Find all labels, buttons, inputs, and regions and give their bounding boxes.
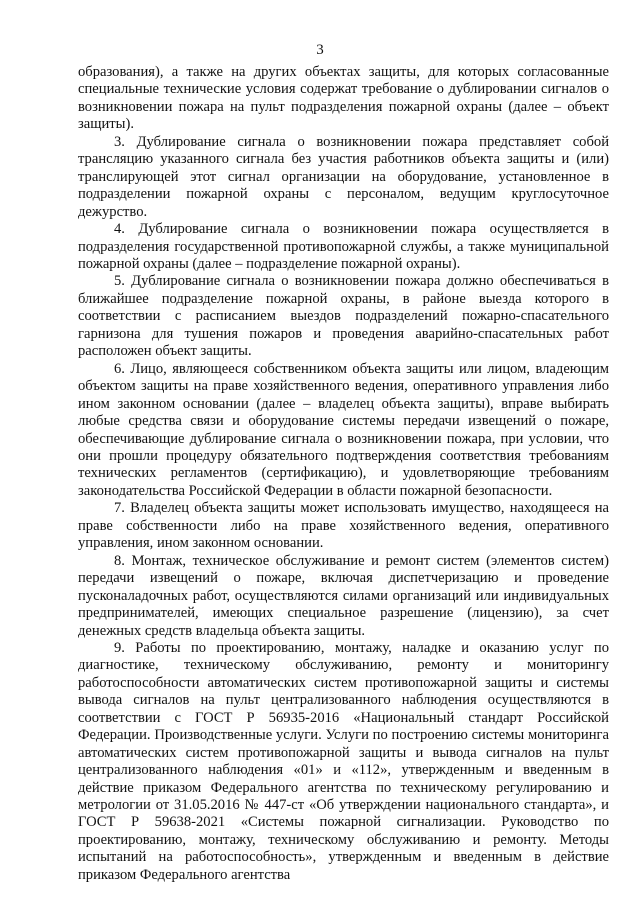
paragraph-9: 9. Работы по проектированию, монтажу, наладке и оказанию услуг по диагностике, техническому обслуживанию, ремонту и мониторингу работоспособности автоматических систем противопожарной защиты и системы вывода сигналов на пульт централизованного наблюдения осуществляются в соответствии с ГОСТ Р 56935-2016 «Национальный стандарт Российской Федерации. Производственные услуги. Услуги по построению системы мониторинга автоматических систем противопожарной защиты и вывода сигналов на пульт централизованного наблюдения «01» и «112», утвержденным и введенным в действие приказом Федерального агентства по техническому регулированию и метрологии от 31.05.2016 № 447-ст «Об утверждении национального стандарта», и ГОСТ Р 59638-2021 «Системы пожарной сигнализации. Руководство по проектированию, монтажу, техническому обслуживанию и ремонту. Методы испытаний на работоспособность», утвержденным и введенным в действие приказом Федерального агентства bbox=[78, 639, 609, 883]
paragraph-5: 5. Дублирование сигнала о возникновении пожара должно обеспечиваться в ближайшее подразделение пожарной охраны, в районе выезда которого в соответствии с расписанием выездов подразделений пожарно-спасательного гарнизона для тушения пожаров и проведения аварийно-спасательных работ расположен объект защиты. bbox=[78, 273, 609, 360]
paragraph-4: 4. Дублирование сигнала о возникновении пожара осуществляется в подразделения государственной противопожарной службы, а также муниципальной пожарной охраны (далее – подразделение пожарной охраны). bbox=[78, 221, 609, 272]
paragraph-3: 3. Дублирование сигнала о возникновении пожара представляет собой трансляцию указанного сигнала без участия работников объекта защиты и (или) транслирующей этот сигнал организации на оборудование, установленное в подразделении пожарной охраны с персоналом, ведущим круглосуточное дежурство. bbox=[78, 133, 609, 220]
paragraph-7: 7. Владелец объекта защиты может использовать имущество, находящееся на праве собственности либо на праве хозяйственного ведения, оперативного управления, ином законном основании. bbox=[78, 500, 609, 552]
paragraph-6: 6. Лицо, являющееся собственником объекта защиты или лицом, владеющим объектом защиты на праве хозяйственного ведения, оперативного управления либо ином законном основании (далее – владелец объекта защиты), вправе выбирать любые средства связи и оборудование системы передачи извещений о пожаре, обеспечивающие дублирование сигнала о возникновении пожара, при условии, что они прошли процедуру обязательного подтверждения соответствия требованиям технических регламентов (сертификацию), и удовлетворяющие требованиям законодательства Российской Федерации в области пожарной безопасности. bbox=[78, 360, 609, 499]
page-number: 3 bbox=[316, 42, 324, 58]
paragraph-8: 8. Монтаж, техническое обслуживание и ремонт систем (элементов систем) передачи извещений о пожаре, включая диспетчеризацию и проведение пусконаладочных работ, осуществляются силами организаций или индивидуальных предпринимателей, имеющих специальное разрешение (лицензию), за счет денежных средств владельца объекта защиты. bbox=[78, 552, 609, 639]
paragraph-continuation: образования), а также на других объектах защиты, для которых согласованные специальные технические условия содержат требование о дублировании сигналов о возникновении пожара на пульт подразделения пожарной охраны (далее – объект защиты). bbox=[78, 64, 609, 133]
document-body bbox=[78, 64, 609, 884]
